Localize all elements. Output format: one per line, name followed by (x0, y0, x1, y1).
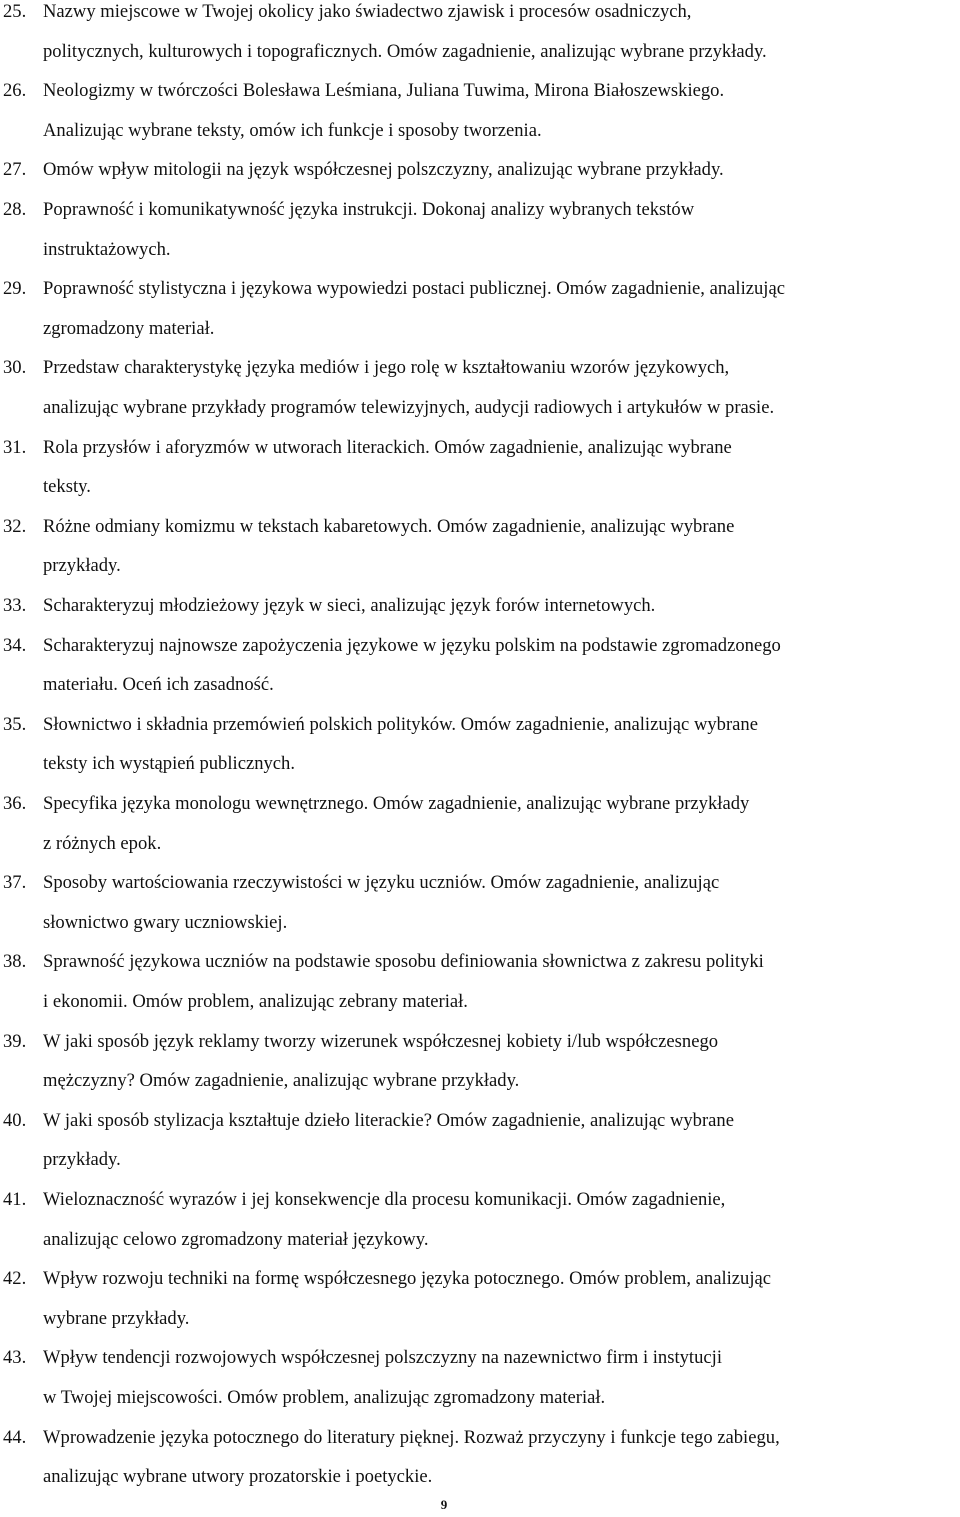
item-number: 44. (3, 1426, 27, 1448)
item-number: 35. (3, 713, 27, 735)
item-text-line: Scharakteryzuj młodzieżowy język w sieci, analizując język forów internetowych. (43, 595, 656, 616)
item-text-line: analizując wybrane przykłady programów telewizyjnych, audycji radiowych i artykułów w prasie. (43, 396, 775, 418)
item-text-line: Neologizmy w twórczości Bolesława Leśmiana, Juliana Tuwima, Mirona Białoszewskiego. (43, 80, 725, 102)
item-text-line: analizując celowo zgromadzony materiał językowy. (43, 1228, 429, 1250)
item-text-line: Analizując wybrane teksty, omów ich funkcje i sposoby tworzenia. (43, 119, 542, 141)
item-text-line: zgromadzony materiał. (43, 317, 215, 339)
item-number: 25. (3, 1, 27, 22)
item-number: 34. (3, 634, 27, 656)
item-number: 41. (3, 1189, 27, 1210)
item-number: 33. (3, 595, 27, 616)
item-number: 37. (3, 872, 27, 894)
item-text-line: materiału. Oceń ich zasadność. (43, 674, 274, 696)
item-text-line: Rola przysłów i aforyzmów w utworach literackich. Omów zagadnienie, analizując wybrane (43, 436, 732, 458)
item-text-line: Słownictwo i składnia przemówień polskich polityków. Omów zagadnienie, analizując wybrane (43, 713, 758, 735)
item-number: 42. (3, 1268, 27, 1290)
item-text-line: przykłady. (43, 555, 121, 577)
item-text-line: w Twojej miejscowości. Omów problem, analizując zgromadzony materiał. (43, 1386, 606, 1408)
item-number: 32. (3, 515, 27, 537)
item-text-line: Poprawność stylistyczna i językowa wypowiedzi postaci publicznej. Omów zagadnienie, analizując (43, 278, 785, 300)
item-text-line: Specyfika języka monologu wewnętrznego. Omów zagadnienie, analizując wybrane przykłady (43, 793, 750, 814)
item-text-line: analizując wybrane utwory prozatorskie i poetyckie. (43, 1466, 433, 1488)
item-text-line: politycznych, kulturowych i topograficznych. Omów zagadnienie, analizując wybrane przykłady. (43, 40, 767, 62)
item-number: 36. (3, 793, 27, 814)
item-number: 30. (3, 357, 27, 379)
item-text-line: Wpływ tendencji rozwojowych współczesnej polszczyzny na nazewnictwo firm i instytucji (43, 1347, 722, 1369)
item-text-line: teksty. (43, 476, 91, 498)
item-text-line: Przedstaw charakterystykę języka mediów i jego rolę w kształtowaniu wzorów językowych, (43, 357, 730, 379)
item-number: 39. (3, 1030, 27, 1052)
item-text-line: Sprawność językowa uczniów na podstawie sposobu definiowania słownictwa z zakresu polityki (43, 951, 764, 973)
item-text-line: Różne odmiany komizmu w tekstach kabaretowych. Omów zagadnienie, analizując wybrane (43, 515, 735, 537)
item-text-line: Omów wpływ mitologii na język współczesnej polszczyzny, analizując wybrane przykłady. (43, 159, 724, 181)
page-number: 9 (440, 1497, 448, 1512)
item-text-line: W jaki sposób stylizacja kształtuje dzieło literackie? Omów zagadnienie, analizując wybrane (43, 1109, 734, 1131)
item-text-line: Nazwy miejscowe w Twojej okolicy jako świadectwo zjawisk i procesów osadniczych, (43, 1, 692, 22)
item-number: 31. (3, 436, 27, 458)
item-number: 43. (3, 1347, 27, 1369)
item-text-line: W jaki sposób język reklamy tworzy wizerunek współczesnej kobiety i/lub współczesnego (43, 1030, 719, 1052)
item-number: 29. (3, 278, 27, 300)
item-text-line: Scharakteryzuj najnowsze zapożyczenia językowe w języku polskim na podstawie zgromadzonego (43, 634, 781, 656)
item-text-line: z różnych epok. (43, 832, 162, 854)
item-text-line: mężczyzny? Omów zagadnienie, analizując wybrane przykłady. (43, 1070, 520, 1092)
item-text-line: Sposoby wartościowania rzeczywistości w języku uczniów. Omów zagadnienie, analizując (43, 872, 720, 894)
item-number: 27. (3, 159, 27, 181)
item-number: 26. (3, 80, 27, 102)
item-text-line: słownictwo gwary uczniowskiej. (43, 911, 288, 933)
item-text-line: teksty ich wystąpień publicznych. (43, 753, 295, 775)
item-number: 28. (3, 199, 27, 220)
item-text-line: Wpływ rozwoju techniki na formę współczesnego języka potocznego. Omów problem, analizując (43, 1268, 772, 1290)
item-text-line: przykłady. (43, 1149, 121, 1171)
item-number: 38. (3, 951, 27, 973)
item-text-line: wybrane przykłady. (43, 1307, 190, 1329)
item-text-line: Wieloznaczność wyrazów i jej konsekwencje dla procesu komunikacji. Omów zagadnienie, (43, 1189, 726, 1210)
item-text-line: i ekonomii. Omów problem, analizując zebrany materiał. (43, 990, 468, 1012)
item-text-line: Wprowadzenie języka potocznego do literatury pięknej. Rozważ przyczyny i funkcje tego zabiegu, (43, 1426, 780, 1448)
item-number: 40. (3, 1109, 27, 1131)
item-text-line: instruktażowych. (43, 238, 171, 260)
item-text-line: Poprawność i komunikatywność języka instrukcji. Dokonaj analizy wybranych tekstów (43, 199, 695, 220)
